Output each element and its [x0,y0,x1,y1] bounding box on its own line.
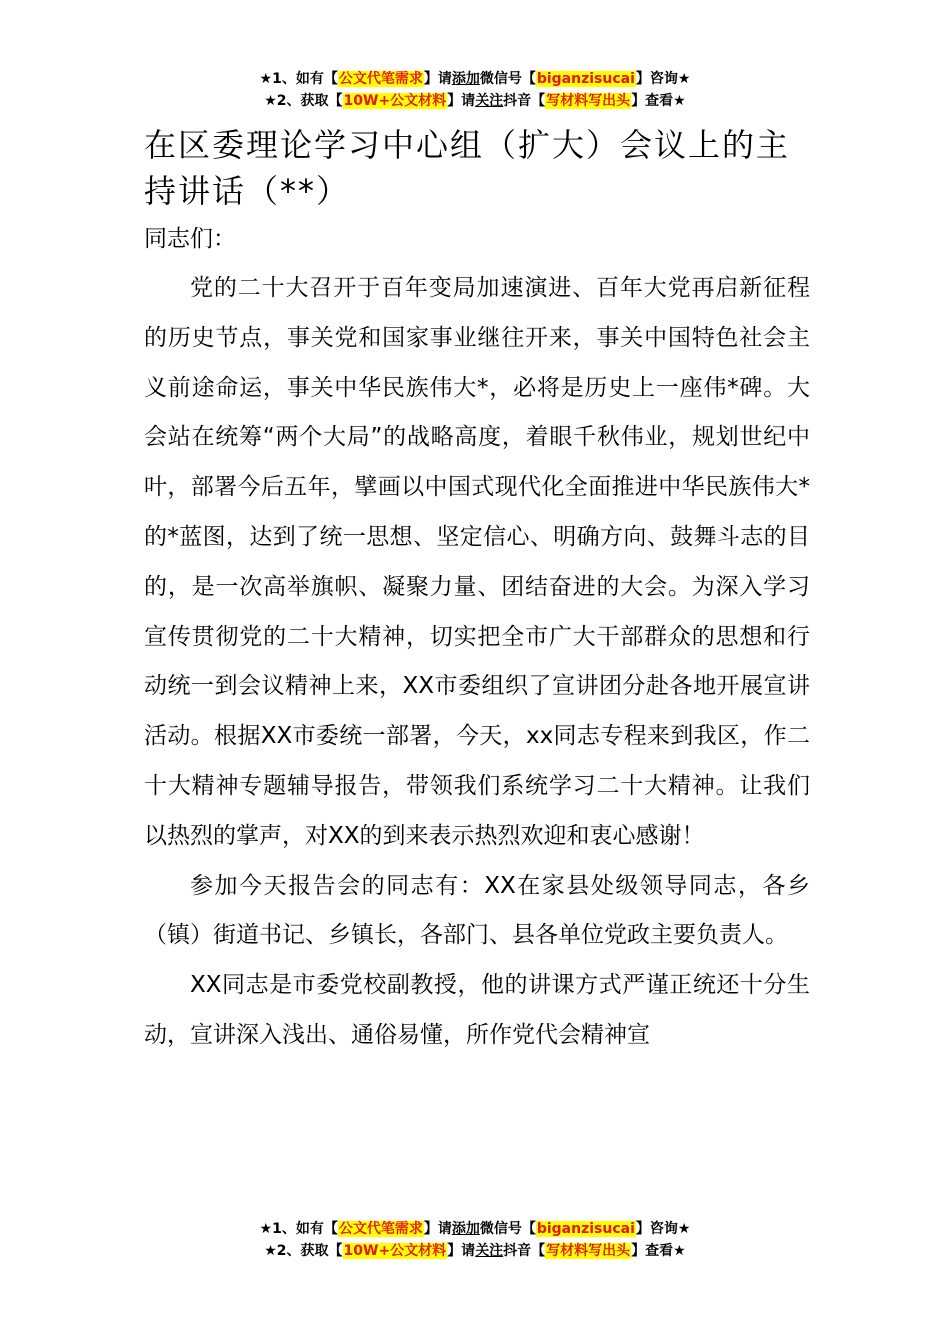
paragraph: 党的二十大召开于百年变局加速演进、百年大党再启新征程的历史节点，事关党和国家事业继往开来，事关中国特色社会主义前途命运，事关中华民族伟大*，必将是历史上一座伟*碑。大会站在统筹“两个大局”的战略高度，着眼千秋伟业，规划世纪中叶，部署今后五年，擘画以中国式现代化全面推进中华民族伟大*的*蓝图，达到了统一思想、坚定信心、明确方向、鼓舞斗志的目的，是一次高举旗帜、凝聚力量、团结奋进的大会。为深入学习宣传贯彻党的二十大精神，切实把全市广大干部群众的思想和行动统一到会议精神上来，XX市委组织了宣讲团分赴各地开展宣讲活动。根据XX市委统一部署，今天，xx同志专程来到我区，作二十大精神专题辅导报告，带领我们系统学习二十大精神。让我们以热烈的掌声，对XX的到来表示热烈欢迎和衷心感谢！ [144,275,810,849]
footer-banner [0,1218,950,1262]
document-title: 在区委理论学习中心组（扩大）会议上的主持讲话（**） [144,126,791,210]
banner-text: 】请 [447,93,476,109]
banner-text: 微信号【 [479,71,536,87]
banner-underline: 添加 [451,71,480,87]
banner-underline: 关注 [475,93,504,109]
banner-text: 】请 [447,1243,476,1259]
banner-line-2 [0,1240,950,1262]
banner-text: 】请 [423,1221,452,1237]
banner-highlight: 10W+公文材料 [343,1243,447,1259]
banner-text: 抖音【 [503,93,546,109]
banner-text: ★1、如有【 [259,71,338,87]
paragraph: 参加今天报告会的同志有：XX在家县处级领导同志，各乡（镇）街道书记、乡镇长，各部门、县各单位党政主要负责人。 [144,872,810,949]
banner-text: ★2、获取【 [264,93,343,109]
banner-text: 抖音【 [503,1243,546,1259]
banner-line-1 [0,1218,950,1240]
banner-highlight: biganzisucai [536,1221,635,1237]
banner-text: 】咨询★ [635,71,691,87]
banner-text: 】咨询★ [635,1221,691,1237]
banner-text: 】请 [423,71,452,87]
banner-highlight: 公文代笔需求 [338,1221,423,1237]
banner-line-2 [0,90,950,112]
banner-highlight: 公文代笔需求 [338,71,423,87]
banner-underline: 关注 [475,1243,504,1259]
banner-highlight: 写材料写出头 [546,1243,631,1259]
banner-text: ★2、获取【 [264,1243,343,1259]
banner-text: 】查看★ [631,1243,686,1259]
banner-highlight: biganzisucai [536,71,635,87]
banner-underline: 添加 [451,1221,480,1237]
banner-text: 微信号【 [479,1221,536,1237]
banner-highlight: 10W+公文材料 [343,93,447,109]
paragraph: XX同志是市委党校副教授，他的讲课方式严谨正统还十分生动，宣讲深入浅出、通俗易懂，所作党代会精神宣 [144,972,810,1048]
document-body [144,122,810,1061]
greeting: 同志们： [144,226,236,252]
banner-line-1 [0,68,950,90]
banner-text: ★1、如有【 [259,1221,338,1237]
banner-highlight: 写材料写出头 [546,93,631,109]
header-banner [0,68,950,112]
banner-text: 】查看★ [631,93,686,109]
